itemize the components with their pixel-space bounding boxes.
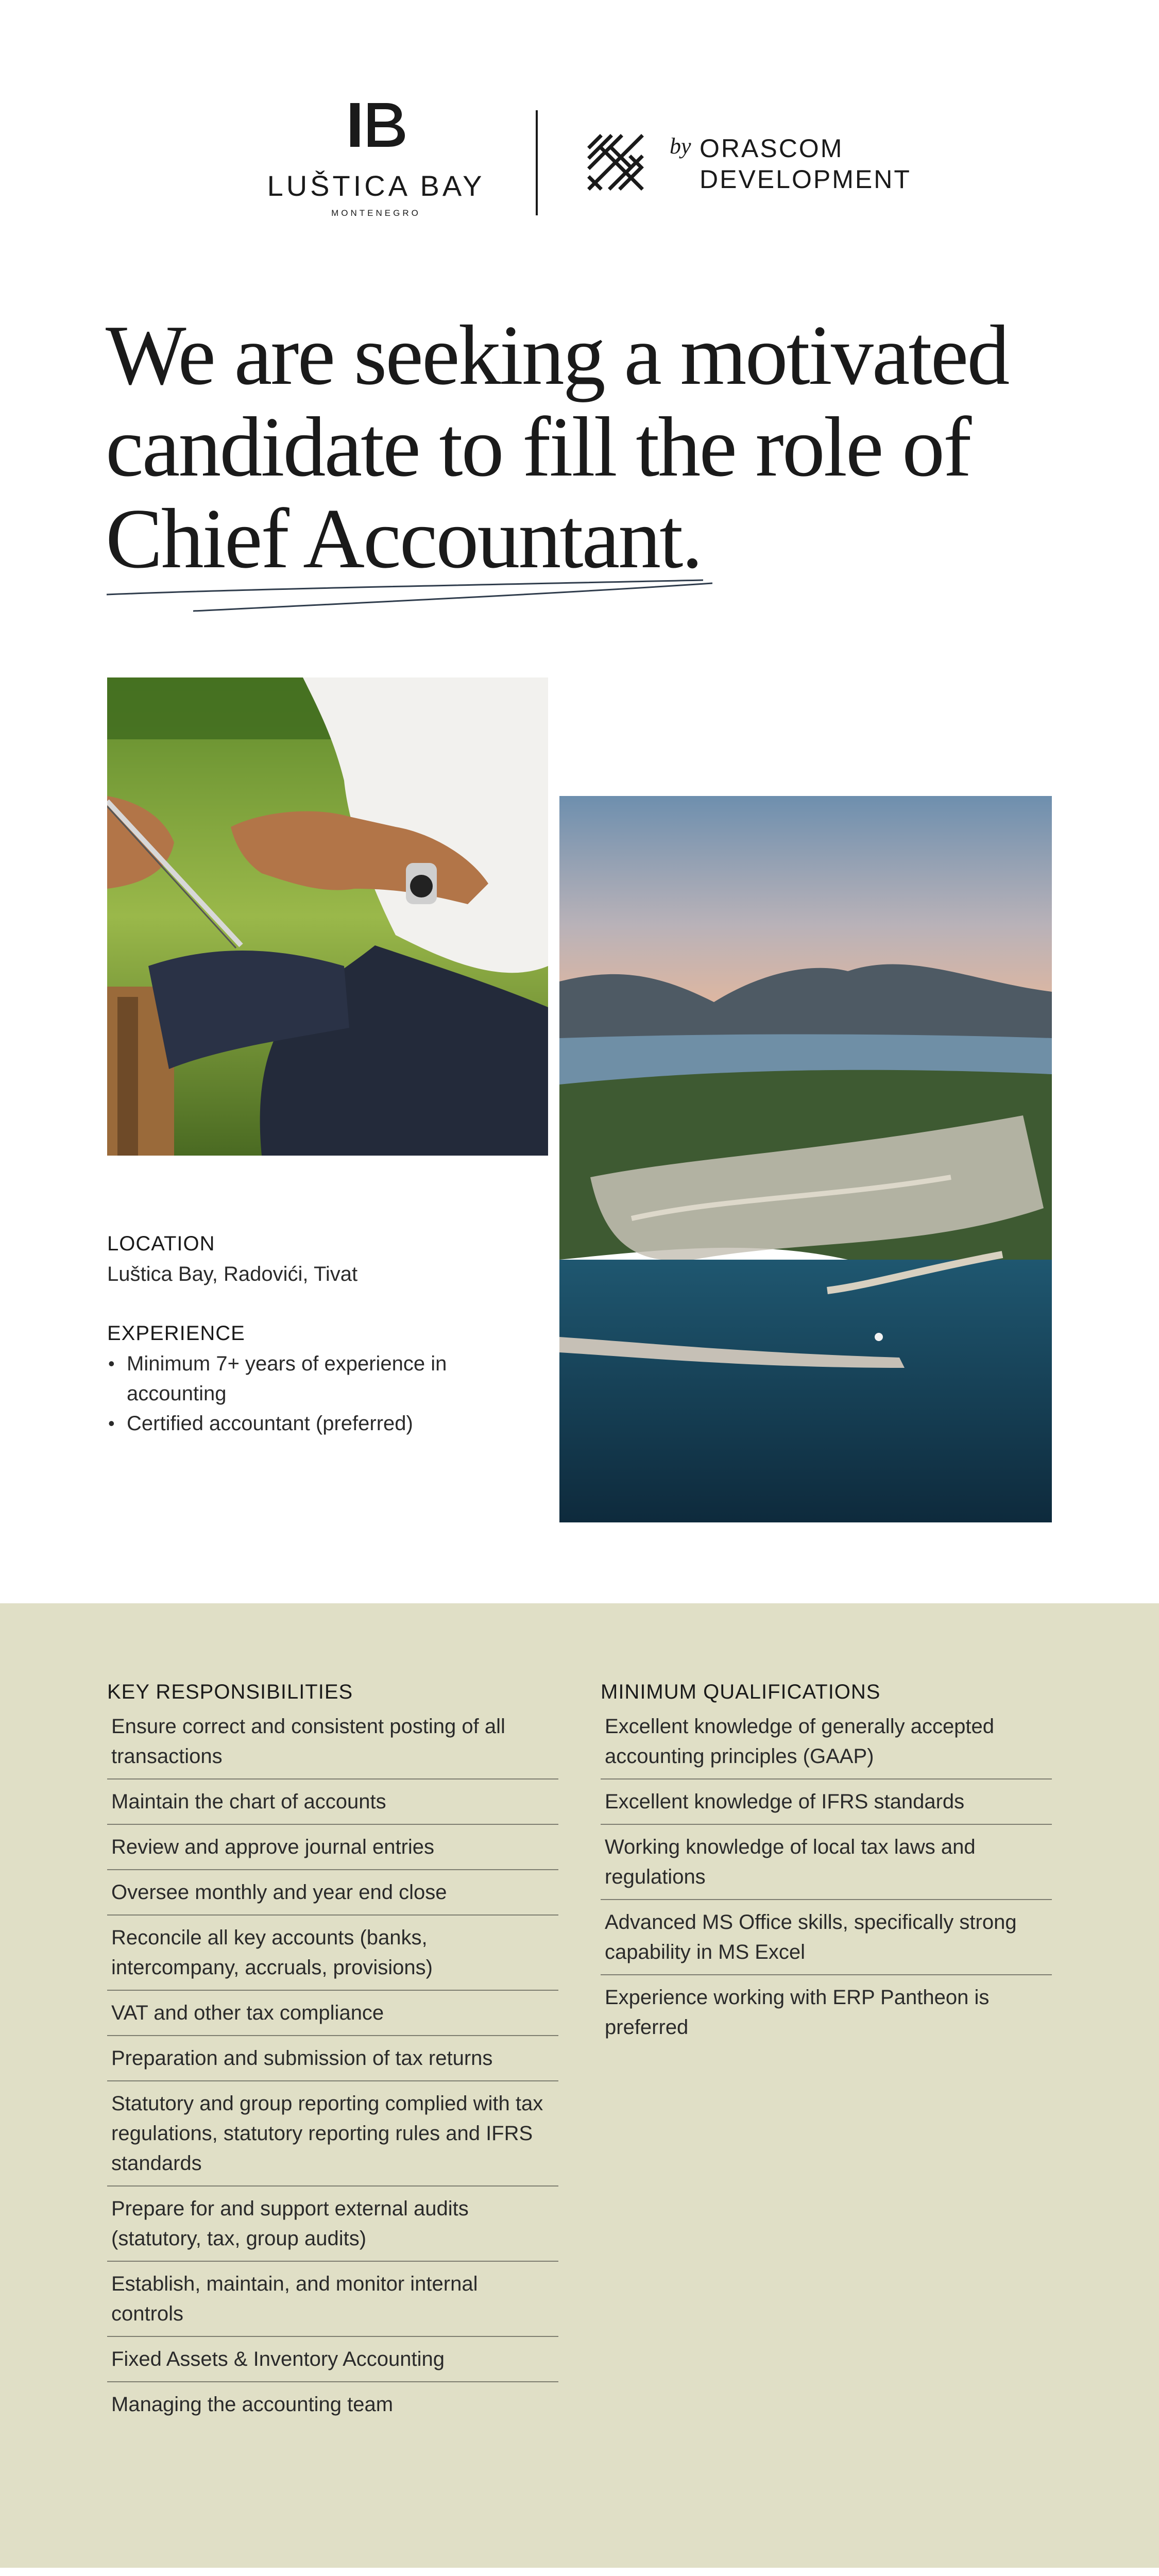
orascom-logo-icon — [585, 131, 646, 193]
list-item: • Minimum 7+ years of experience in accounting — [107, 1349, 530, 1409]
headline-underline — [106, 573, 713, 614]
list-item: Advanced MS Office skills, specifically strong capability in MS Excel — [601, 1900, 1052, 1975]
partner-name-line2: DEVELOPMENT — [700, 165, 911, 194]
list-item: Establish, maintain, and monitor internal controls — [107, 2262, 558, 2337]
lustica-bay-logo-icon — [350, 103, 407, 147]
experience-list — [107, 1349, 530, 1438]
photo-hands-tablet — [107, 677, 548, 1156]
list-item: Review and approve journal entries — [107, 1825, 558, 1870]
list-item: Excellent knowledge of IFRS standards — [601, 1780, 1052, 1825]
photo-aerial-bay — [559, 796, 1052, 1522]
headline-line2: candidate to fill the role of — [106, 399, 970, 494]
list-item: Ensure correct and consistent posting of all transactions — [107, 1711, 558, 1780]
responsibilities-title: KEY RESPONSIBILITIES — [107, 1681, 353, 1703]
brand-name: LUŠTICA BAY — [267, 170, 485, 202]
headline-line3: Chief Accountant. — [106, 491, 702, 586]
header-divider — [536, 110, 538, 215]
qualifications-list — [601, 1711, 1052, 2049]
list-item: Experience working with ERP Pantheon is preferred — [605, 1986, 990, 2039]
brand-subtitle: MONTENEGRO — [331, 208, 421, 218]
experience-label: EXPERIENCE — [107, 1322, 245, 1345]
headline — [106, 309, 1084, 584]
responsibilities-list — [107, 1711, 558, 2427]
qualifications-title: MINIMUM QUALIFICATIONS — [601, 1681, 881, 1703]
headline-line1: We are seeking a motivated — [106, 308, 1009, 402]
list-item: Working knowledge of local tax laws and regulations — [601, 1825, 1052, 1900]
list-item: Excellent knowledge of generally accepted accounting principles (GAAP) — [601, 1711, 1052, 1780]
location-value: Luštica Bay, Radovići, Tivat — [107, 1263, 358, 1285]
list-item: • Certified accountant (preferred) — [107, 1409, 530, 1438]
list-item: Preparation and submission of tax returns — [107, 2036, 558, 2081]
list-item: Prepare for and support external audits (statutory, tax, group audits) — [107, 2187, 558, 2262]
list-item: Statutory and group reporting complied with tax regulations, statutory reporting rules and IFRS standards — [107, 2081, 558, 2187]
list-item: Fixed Assets & Inventory Accounting — [107, 2337, 558, 2382]
list-item: Oversee monthly and year end close — [107, 1870, 558, 1916]
location-label: LOCATION — [107, 1232, 215, 1255]
partner-name — [700, 133, 911, 195]
list-item: Maintain the chart of accounts — [107, 1780, 558, 1825]
partner-by: by — [670, 133, 691, 159]
partner-name-line1: ORASCOM — [700, 134, 844, 163]
list-item: VAT and other tax compliance — [107, 1991, 558, 2036]
list-item: Managing the accounting team — [111, 2393, 394, 2416]
list-item: Reconcile all key accounts (banks, intercompany, accruals, provisions) — [107, 1916, 558, 1991]
